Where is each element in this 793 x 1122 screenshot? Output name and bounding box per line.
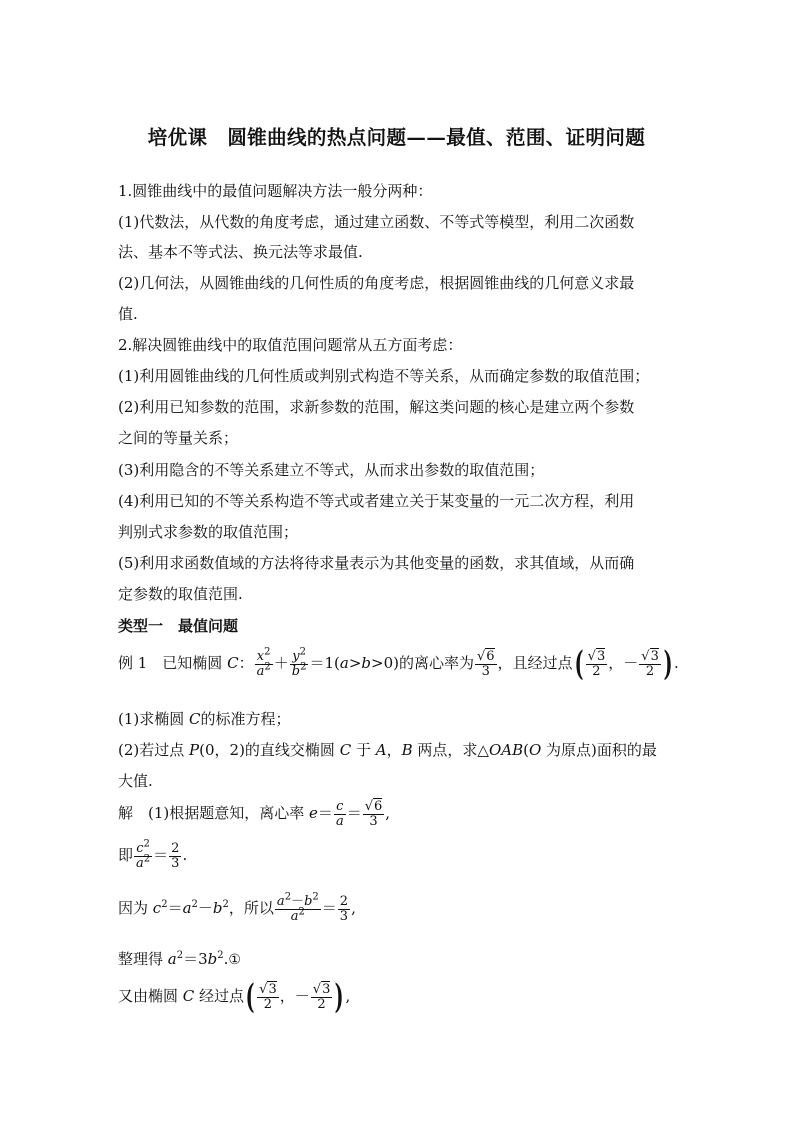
paragraph: 法、基本不等式法、换元法等求最值. (118, 243, 363, 261)
paragraph: 判别式求参数的取值范围； (118, 523, 299, 541)
paragraph: 之间的等量关系； (118, 429, 239, 447)
question-1: (1)求椭圆 C的标准方程； (118, 710, 291, 728)
paragraph: 定参数的取值范围. (118, 585, 243, 603)
example-statement: 例 1 已知椭圆 C： $\frac{x^2}{a^2}$ ＋ $\frac{y^2}{b^2}$ ＝1(a>b>0)的离心率为 $\frac{√6}{3}$ ，且经过点( $\frac{√3}{2}$ ，－ $\frac{√3}{2}$ ) . (118, 644, 679, 684)
solution-line: 整理得 $a^2=3b^2.①$ (118, 950, 241, 968)
paragraph: (5)利用求函数值域的方法将待求量表示为其他变量的函数，求其值域，从而确 (118, 554, 635, 572)
paragraph: (4)利用已知的不等关系构造不等式或者建立关于某变量的一元二次方程，利用 (118, 492, 635, 510)
solution-line: 即 $\frac{c^2}{a^2}$ ＝ $\frac{2}{3}$ . (118, 838, 188, 871)
paragraph: (1)代数法，从代数的角度考虑，通过建立函数、不等式等模型，利用二次函数 (118, 213, 635, 231)
paragraph: 值. (118, 305, 138, 323)
paragraph: (2)几何法，从圆锥曲线的几何性质的角度考虑，根据圆锥曲线的几何意义求最 (118, 274, 635, 292)
paragraph: (3)利用隐含的不等关系建立不等式，从而求出参数的取值范围； (118, 461, 545, 479)
paragraph: (1)利用圆锥曲线的几何性质或判别式构造不等关系，从而确定参数的取值范围； (118, 367, 650, 385)
solution-line: 因为 $c^2=a^2-b^2$，所以 $\frac{a^2-b^2}{a^2}$ ＝ $\frac{2}{3}$ , (118, 891, 356, 924)
paragraph: 2.解决圆锥曲线中的取值范围问题常从五方面考虑： (118, 336, 463, 354)
section-heading: 类型一 最值问题 (118, 617, 239, 635)
question-2: (2)若过点 P(0，2)的直线交椭圆 C 于 A，B 两点，求△OAB(O 为原点)面积的最 (118, 741, 657, 759)
question-2-cont: 大值. (118, 772, 153, 790)
page-title: 培优课 圆锥曲线的热点问题——最值、范围、证明问题 (147, 126, 646, 149)
paragraph: 1.圆锥曲线中的最值问题解决方法一般分两种： (118, 182, 433, 200)
solution-line: 又由椭圆 C 经过点( $\frac{√3}{2}$ ，－ $\frac{√3}{2}$ ) , (118, 977, 351, 1017)
paragraph: (2)利用已知参数的范围，求新参数的范围，解这类问题的核心是建立两个参数 (118, 398, 635, 416)
solution-line: 解 (1)根据题意知，离心率 e＝ $\frac{c}{a}$ ＝ $\frac{√6}{3}$ , (118, 799, 391, 829)
